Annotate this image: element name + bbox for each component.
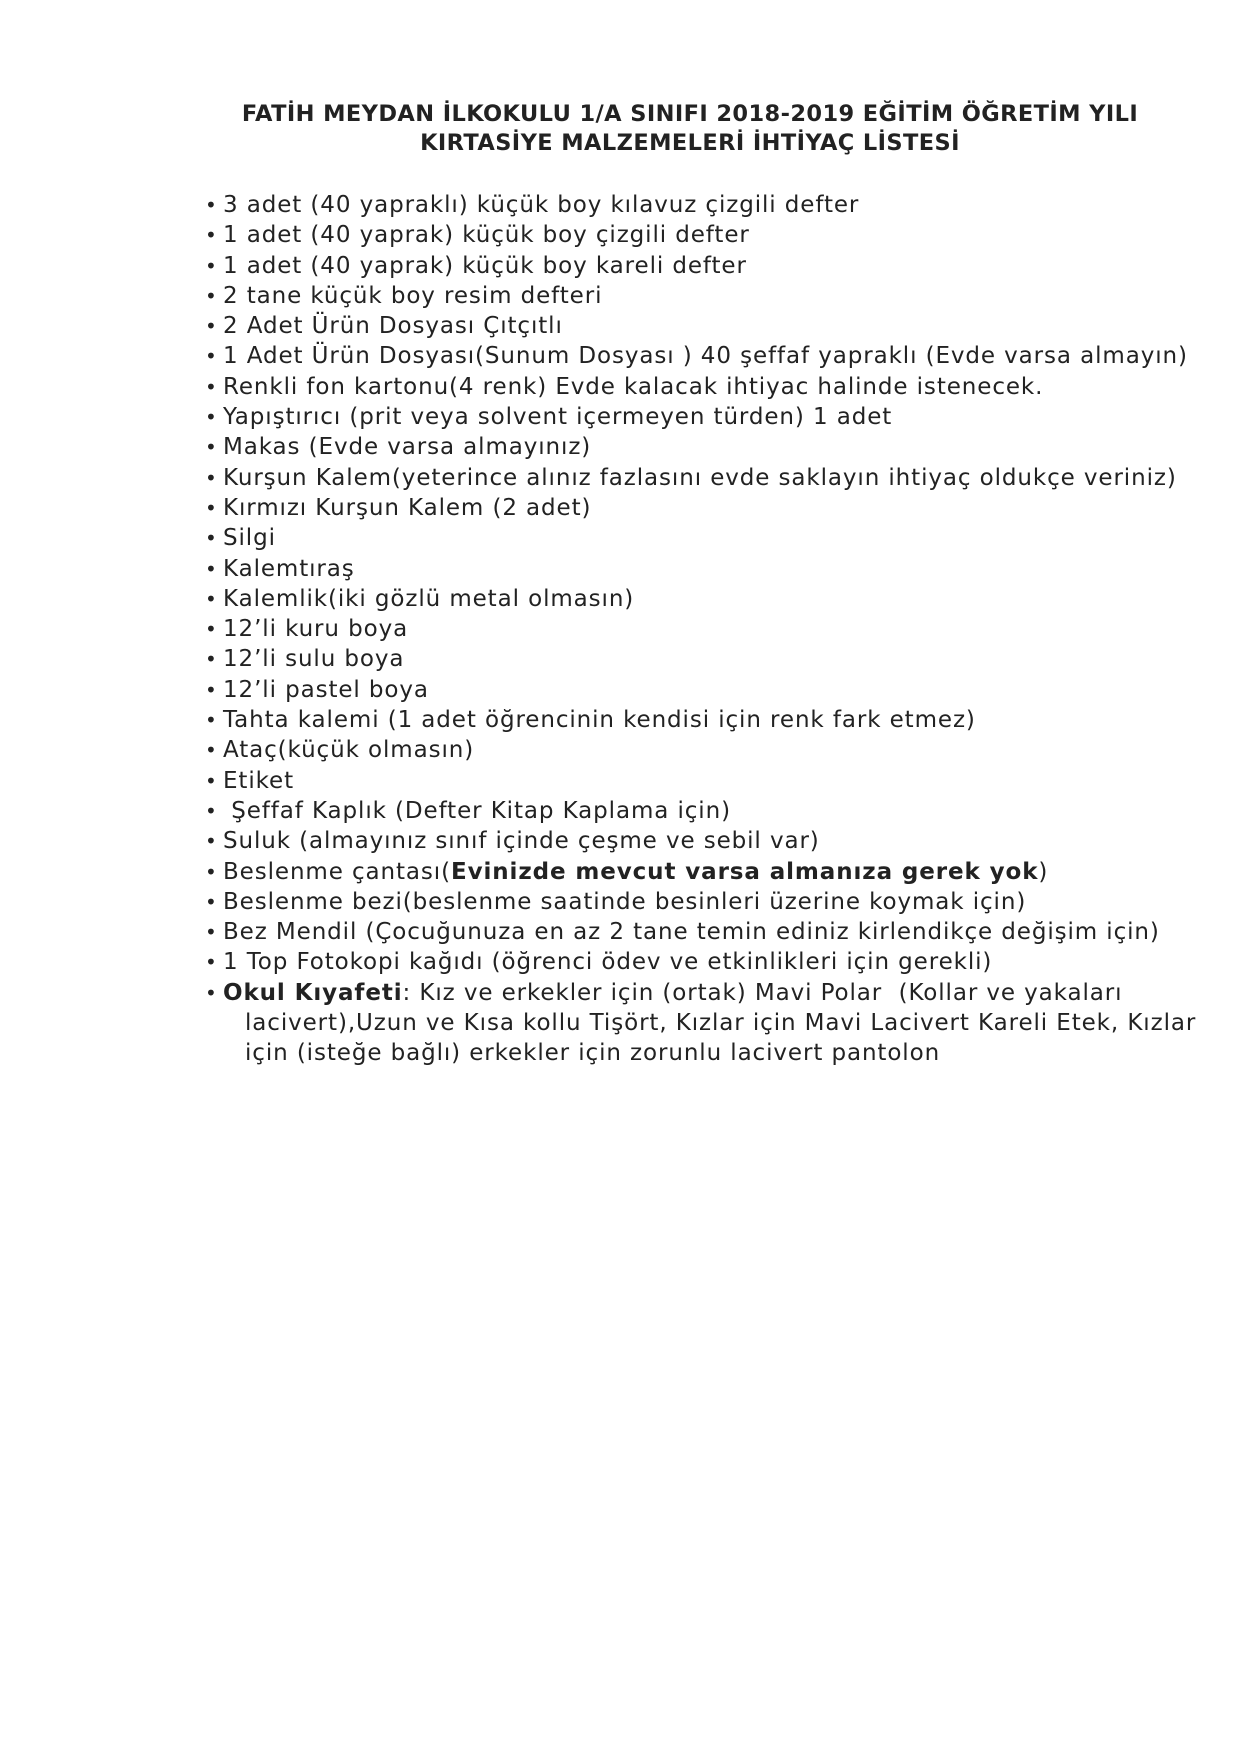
bullet-icon: •	[205, 829, 218, 854]
list-item-uniform	[205, 978, 1215, 1069]
uniform-line-2: lacivert),Uzun ve Kısa kollu Tişört, Kızlar için Mavi Lacivert Kareli Etek, Kızlar	[245, 1010, 1197, 1037]
bullet-icon: •	[205, 980, 218, 1005]
bullet-icon: •	[205, 223, 218, 248]
bullet-icon: •	[205, 889, 218, 914]
list-item: • 2 Adet Ürün Dosyası Çıtçıtlı	[205, 311, 1215, 341]
list-item: • Renkli fon kartonu(4 renk) Evde kalacak ihtiyac halinde istenecek.	[205, 372, 1215, 402]
bullet-icon: •	[205, 374, 218, 399]
bullet-icon: •	[205, 193, 218, 217]
list-item: • Yapıştırıcı (prit veya solvent içermeyen türden) 1 adet	[205, 402, 1215, 432]
bullet-icon: •	[205, 859, 218, 884]
bullet-icon: •	[205, 768, 218, 793]
list-item: • Silgi	[205, 523, 1215, 553]
bullet-icon: •	[205, 526, 218, 551]
bullet-icon: •	[205, 586, 218, 611]
list-item: • 1 Top Fotokopi kağıdı (öğrenci ödev ve etkinlikleri için gerekli)	[205, 947, 1215, 977]
bullet-icon: •	[205, 435, 218, 460]
lunchbag-prefix: Beslenme çantası(	[223, 858, 451, 885]
list-item: • Kalemtıraş	[205, 554, 1215, 584]
list-item: • Kurşun Kalem(yeterince alınız fazlasını evde saklayın ihtiyaç oldukçe veriniz)	[205, 463, 1215, 493]
list-item: • Makas (Evde varsa almayınız)	[205, 432, 1215, 462]
bullet-icon: •	[205, 283, 218, 308]
list-item: • Suluk (almayınız sınıf içinde çeşme ve sebil var)	[205, 826, 1215, 856]
bullet-icon: •	[205, 556, 218, 581]
list-item: • Ataç(küçük olmasın)	[205, 735, 1215, 765]
title-line-1: FATİH MEYDAN İLKOKULU 1/A SINIFI 2018-2019 EĞİTİM ÖĞRETİM YILI	[241, 101, 1139, 127]
list-item-lunchbag	[205, 857, 1215, 887]
document-title	[160, 100, 1220, 158]
list-item: • Kalemlik(iki gözlü metal olmasın)	[205, 584, 1215, 614]
uniform-line-3: için (isteğe bağlı) erkekler için zorunlu lacivert pantolon	[245, 1040, 941, 1067]
lunchbag-note: Evinizde mevcut varsa almanıza gerek yok	[450, 858, 1039, 885]
list-item: • 1 Adet Ürün Dosyası(Sunum Dosyası ) 40 şeffaf yapraklı (Evde varsa almayın)	[205, 341, 1215, 371]
lunchbag-suffix: )	[1038, 858, 1049, 885]
bullet-icon: •	[205, 314, 218, 339]
list-item: • Etiket	[205, 766, 1215, 796]
bullet-icon: •	[205, 920, 218, 945]
list-item: • 1 adet (40 yaprak) küçük boy çizgili defter	[205, 220, 1215, 250]
bullet-icon: •	[205, 647, 218, 672]
bullet-icon: •	[205, 344, 218, 369]
list-item: • 12’li sulu boya	[205, 644, 1215, 674]
list-item: • Beslenme bezi(beslenme saatinde besinleri üzerine koymak için)	[205, 887, 1215, 917]
bullet-icon: •	[205, 950, 218, 975]
bullet-icon: •	[205, 405, 218, 430]
list-item: • Tahta kalemi (1 adet öğrencinin kendisi için renk fark etmez)	[205, 705, 1215, 735]
list-item: • 3 adet (40 yapraklı) küçük boy kılavuz çizgili defter	[205, 190, 1215, 220]
bullet-icon: •	[205, 617, 218, 642]
list-item: • 1 adet (40 yaprak) küçük boy kareli defter	[205, 251, 1215, 281]
list-item: • 12’li kuru boya	[205, 614, 1215, 644]
bullet-icon: •	[205, 798, 218, 823]
uniform-line-1: : Kız ve erkekler için (ortak) Mavi Polar (Kollar ve yakaları	[402, 979, 1123, 1006]
list-item: • 12’li pastel boya	[205, 675, 1215, 705]
list-item: • Şeffaf Kaplık (Defter Kitap Kaplama için)	[205, 796, 1215, 826]
bullet-icon: •	[205, 253, 218, 278]
uniform-heading: Okul Kıyafeti	[223, 979, 403, 1006]
list-item: • Bez Mendil (Çocuğunuza en az 2 tane temin ediniz kirlendikçe değişim için)	[205, 917, 1215, 947]
bullet-icon: •	[205, 738, 218, 763]
bullet-icon: •	[205, 708, 218, 733]
supply-list	[205, 190, 1215, 1069]
title-line-2: KIRTASİYE MALZEMELERİ İHTİYAÇ LİSTESİ	[420, 130, 960, 156]
list-item: • Kırmızı Kurşun Kalem (2 adet)	[205, 493, 1215, 523]
bullet-icon: •	[205, 677, 218, 702]
bullet-icon: •	[205, 465, 218, 490]
list-item: • 2 tane küçük boy resim defteri	[205, 281, 1215, 311]
bullet-icon: •	[205, 495, 218, 520]
